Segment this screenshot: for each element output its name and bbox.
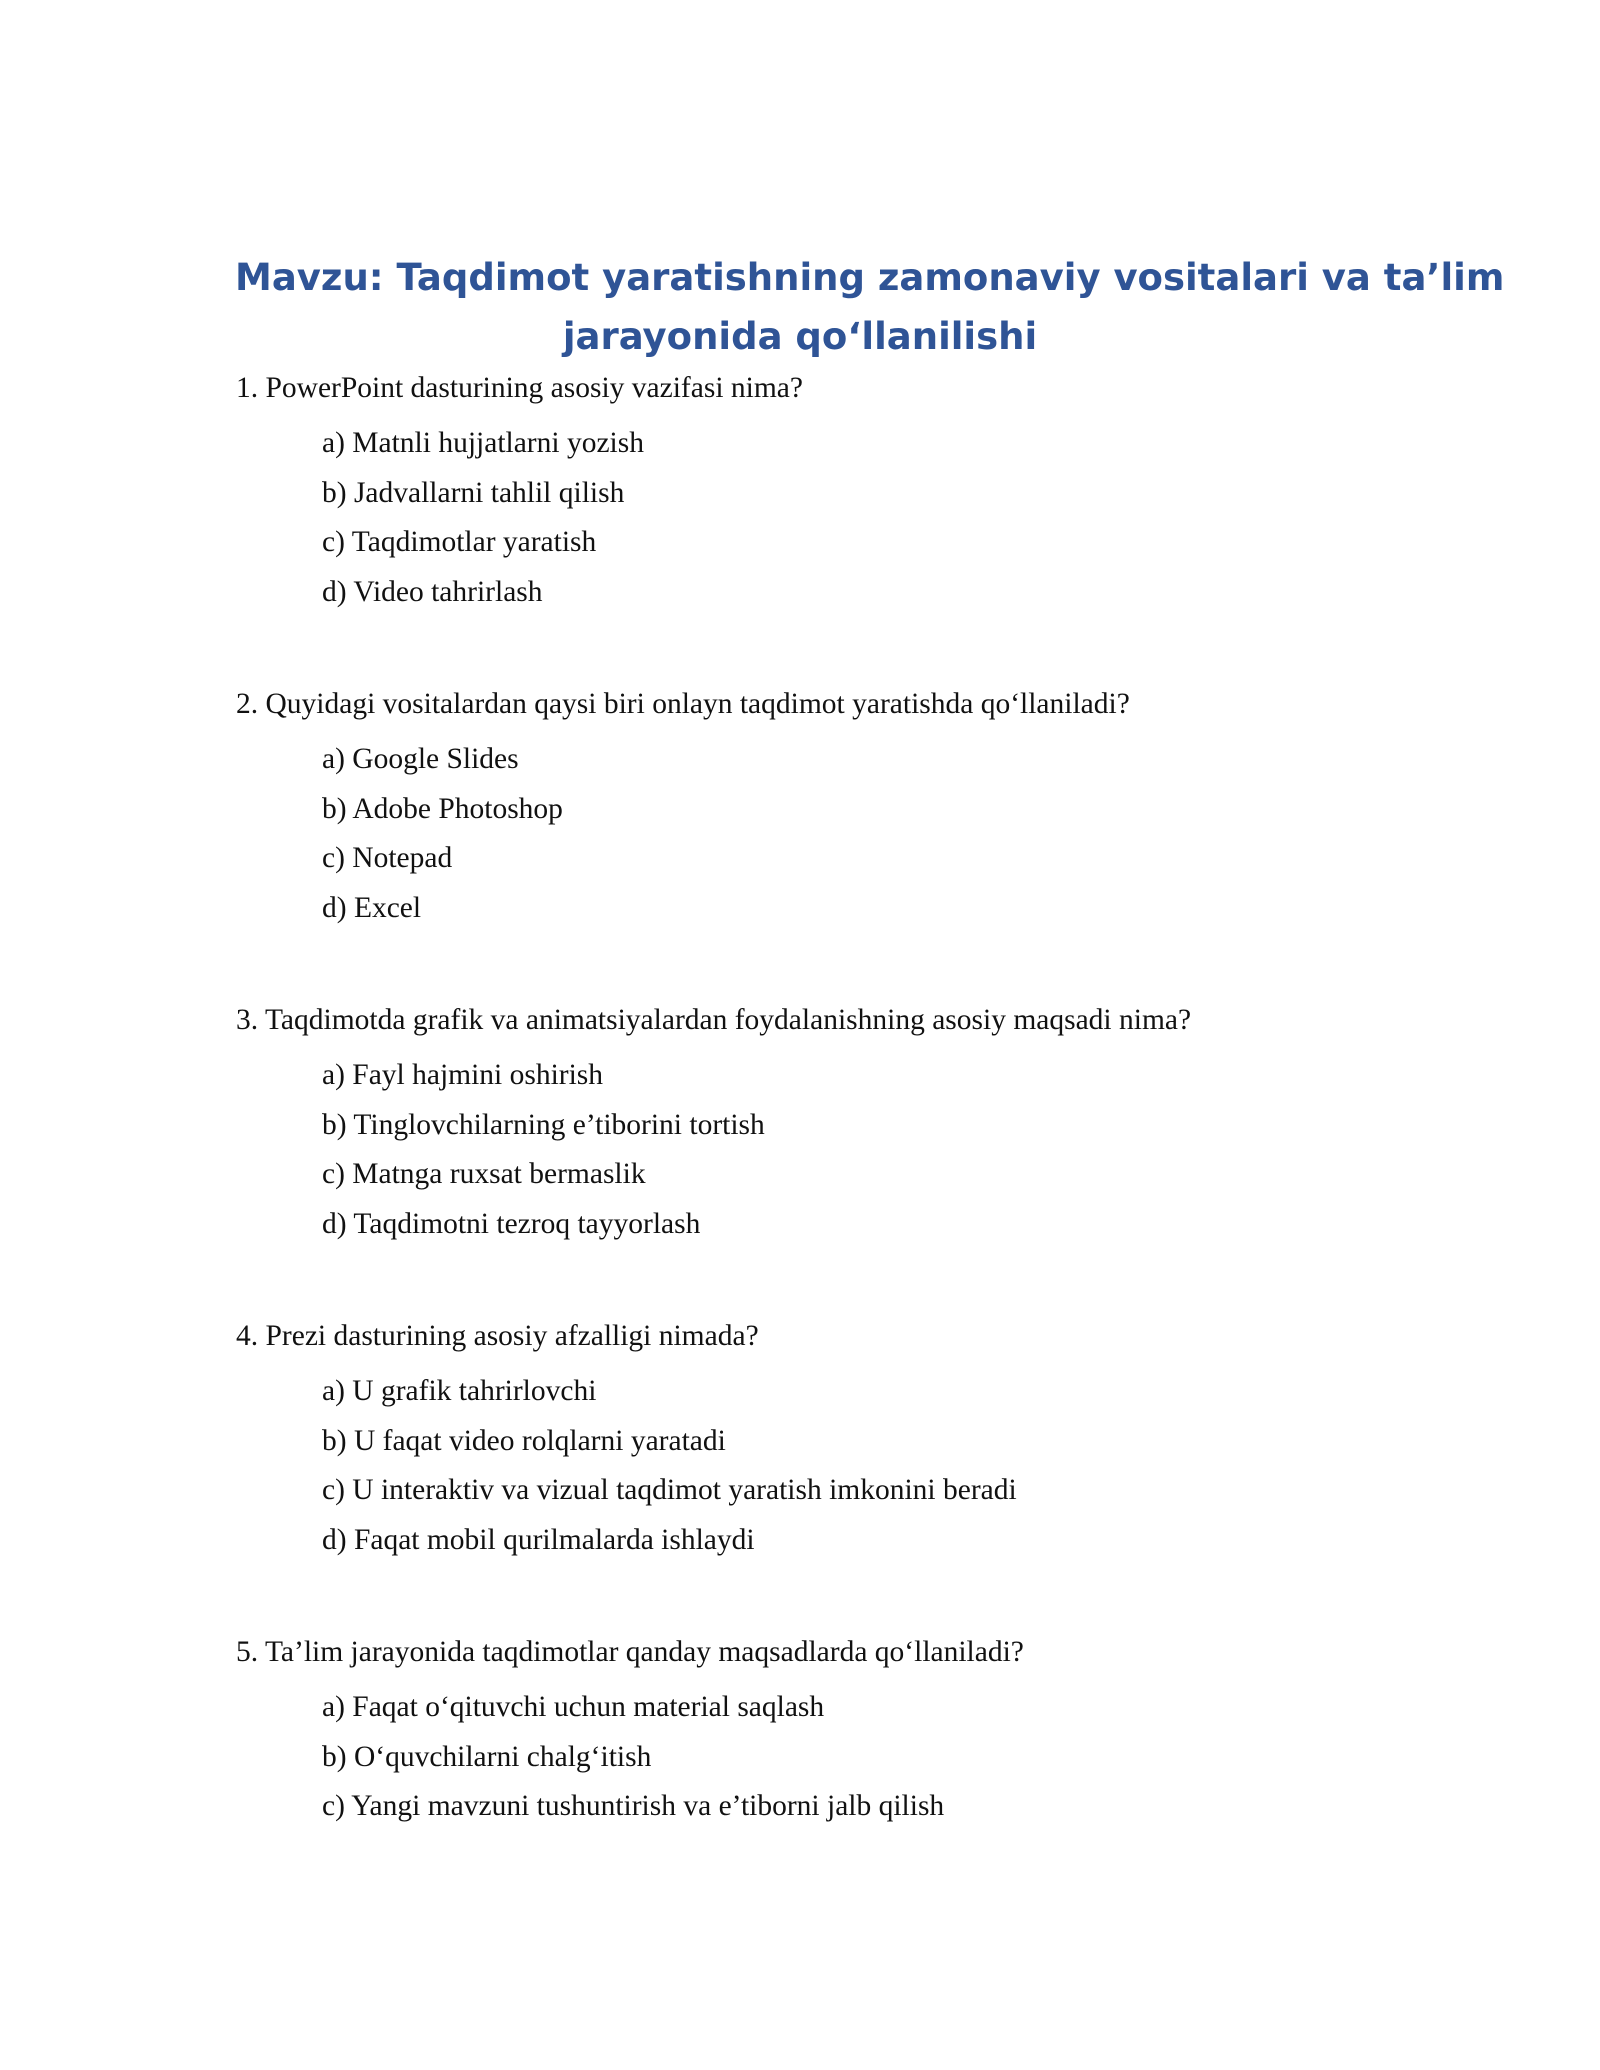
title-line-2: jarayonida qo‘llanilishi (562, 315, 1038, 358)
question-text: 2. Quyidagi vositalardan qaysi biri onlayn taqdimot yaratishda qo‘llaniladi? (236, 688, 1130, 720)
answer-option: a) U grafik tahrirlovchi (322, 1375, 597, 1407)
question-5 (236, 1629, 1436, 1832)
answer-option: c) Notepad (322, 842, 453, 874)
title-line-1: Mavzu: Taqdimot yaratishning zamonaviy vositalari va ta’lim (235, 256, 1505, 299)
answer-options (236, 1051, 1436, 1249)
answer-option: b) U faqat video rolqlarni yaratadi (322, 1424, 726, 1457)
answer-option: d) Video tahrirlash (322, 575, 543, 608)
answer-option: a) Fayl hajmini oshirish (322, 1059, 604, 1091)
answer-options (236, 1367, 1436, 1565)
question-2 (236, 681, 1436, 933)
answer-option: a) Faqat o‘qituvchi uchun material saqlash (322, 1691, 825, 1723)
answer-option: a) Google Slides (322, 743, 519, 775)
question-text: 4. Prezi dasturining asosiy afzalligi nimada? (236, 1320, 759, 1352)
question-3 (236, 997, 1436, 1249)
answer-option: c) Taqdimotlar yaratish (322, 526, 597, 558)
answer-option: c) Matnga ruxsat bermaslik (322, 1158, 646, 1190)
answer-option: b) Jadvallarni tahlil qilish (322, 476, 625, 509)
question-text: 1. PowerPoint dasturining asosiy vazifasi nima? (236, 372, 803, 404)
answer-option: b) Tinglovchilarning e’tiborini tortish (322, 1108, 765, 1141)
answer-option: d) Taqdimotni tezroq tayyorlash (322, 1207, 701, 1240)
page-title (235, 248, 1505, 366)
question-text: 3. Taqdimotda grafik va animatsiyalardan foydalanishning asosiy maqsadi nima? (236, 1004, 1192, 1036)
answer-options (236, 1683, 1436, 1832)
question-list (236, 365, 1436, 1896)
answer-option: c) U interaktiv va vizual taqdimot yaratish imkonini beradi (322, 1474, 1017, 1506)
question-text: 5. Ta’lim jarayonida taqdimotlar qanday maqsadlarda qo‘llaniladi? (236, 1636, 1024, 1668)
answer-option: a) Matnli hujjatlarni yozish (322, 427, 644, 459)
question-4 (236, 1313, 1436, 1565)
answer-option: d) Excel (322, 891, 422, 924)
answer-option: b) Adobe Photoshop (322, 792, 563, 825)
answer-option: c) Yangi mavzuni tushuntirish va e’tiborni jalb qilish (322, 1790, 945, 1822)
question-1 (236, 365, 1436, 617)
answer-option: d) Faqat mobil qurilmalarda ishlaydi (322, 1523, 755, 1556)
answer-option: b) O‘quvchilarni chalg‘itish (322, 1740, 652, 1773)
answer-options (236, 419, 1436, 617)
answer-options (236, 735, 1436, 933)
